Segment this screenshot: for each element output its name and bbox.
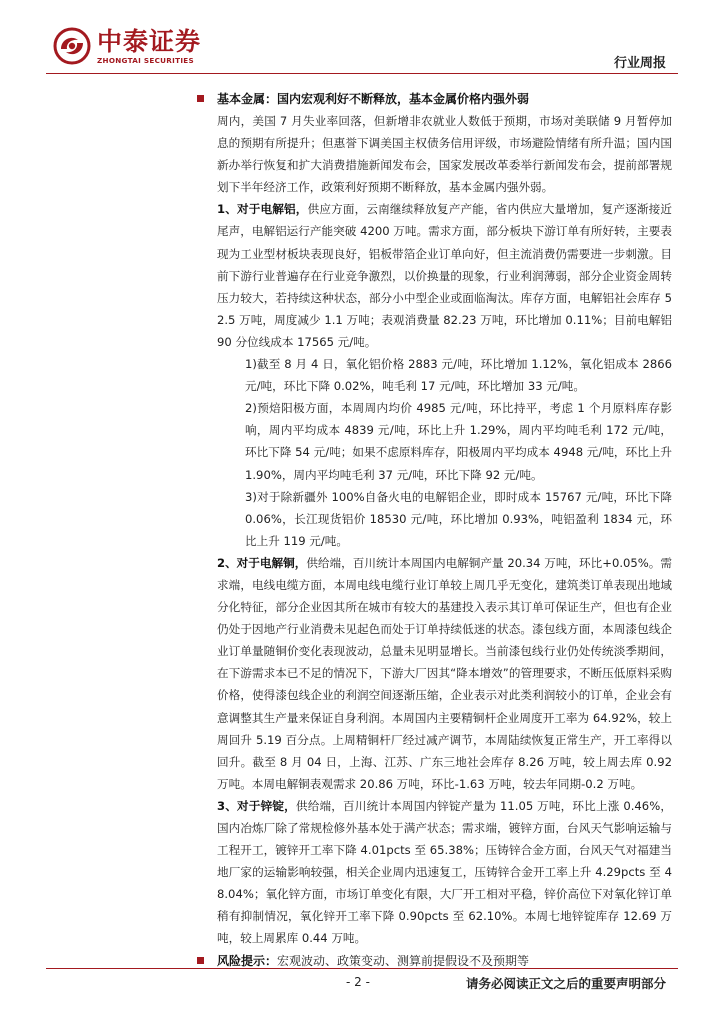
aluminum-label: 1、对于电解铝， <box>217 202 308 217</box>
aluminum-item-alumina: 1)截至 8 月 4 日，氧化铝价格 2883 元/吨，环比增加 1.12%，氧化铝成本 2866 元/吨，环比下降 0.02%，吨毛利 17 元/吨，环比增加 33 元/吨。 <box>245 357 672 394</box>
zinc-label: 3、对于锌锭， <box>217 798 296 813</box>
intro-paragraph: 周内，美国 7 月失业率回落，但新增非农就业人数低于预期，市场对美联储 9 月暂停加息的预期有所提升；但惠誉下调美国主权债务信用评级，市场避险情绪有所升温；国内国新办举行恢复和扩大消费措施新闻发布会，国家发展改革委举行新闻发布会，提前部署规划下半年经济工作，政策利好预期不断释放，基本金属内强外弱。 <box>217 114 672 195</box>
zinc-paragraph <box>217 795 672 950</box>
section-heading <box>217 88 672 110</box>
aluminum-item-power-cost: 3)对于除新疆外 100%自备火电的电解铝企业，即时成本 15767 元/吨，环比下降 0.06%，长江现货铝价 18530 元/吨，环比增加 0.93%，吨铝盈利 1834 元，环比上升 119 元/吨。 <box>245 489 672 548</box>
copper-label: 2、对于电解铜， <box>217 555 307 570</box>
disclaimer-text: 请务必阅读正文之后的重要声明部分 <box>465 976 666 991</box>
risk-label: 风险提示： <box>217 953 278 968</box>
square-bullet-icon <box>197 95 204 102</box>
risk-text: 宏观波动、政策变动、测算前提假设不及预期等 <box>277 953 530 968</box>
logo-english-name: ZHONGTAI SECURITIES <box>97 56 194 65</box>
main-content <box>217 88 672 972</box>
report-type-label: 行业周报 <box>613 56 666 71</box>
section-title: 基本金属：国内宏观利好不断释放，基本金属价格内强外弱 <box>217 92 530 106</box>
aluminum-paragraph <box>217 198 672 353</box>
zinc-text: 供给端，百川统计本周国内锌锭产量为 11.05 万吨，环比上涨 0.46%，国内冶炼厂除了常规检修外基本处于满产状态；需求端，镀锌方面，台风天气影响运输与工程开工，镀锌开工率下降 4.01pcts 至 65.38%；压铸锌合金方面，台风天气对福建当地厂家的运输影响较强，相关企业周内迅速复工，压铸锌合金开工率上升 4.29pcts 至 48.04%；氧化锌方面，市场订单变化有限，大厂开工相对平稳，锌价高位下对氧化锌订单稍有抑制情况，氧化锌开工率下降 0.90pcts 至 62.10%。本周七地锌锭库存 12.69 万吨，较上周累库 0.44 万吨。 <box>217 798 672 946</box>
company-logo <box>53 27 221 67</box>
square-bullet-icon <box>197 957 204 964</box>
aluminum-text: 供应方面，云南继续释放复产产能，省内供应大量增加，复产逐渐接近尾声，电解铝运行产能突破 4200 万吨。需求方面，部分板块下游订单有所好转，主要表现为工业型材板块表现良好，铝板带箔企业订单向好，但主流消费仍需要进一步刺激。目前下游行业普遍存在行业竞争激烈，以价换量的现象，行业利润薄弱，部分企业资金周转压力较大，若持续这种状态，部分小中型企业或面临淘汰。库存方面，电解铝社会库存 52.5 万吨，周度减少 1.1 万吨；表观消费量 82.23 万吨，环比增加 0.11%；目前电解铝 90 分位线成本 17565 元/吨。 <box>217 202 672 349</box>
zhongtai-logo-icon <box>53 27 91 65</box>
copper-text: 供给端，百川统计本周国内电解铜产量 20.34 万吨，环比+0.05%。需求端，电线电缆方面，本周电线电缆行业订单较上周几乎无变化，建筑类订单表现出地域分化特征，部分企业因其所在城市有较大的基建投入表示其订单可保证生产，但也有企业仍处于因地产行业消费未见起色而处于订单持续低迷的状态。漆包线方面，本周漆包线企业订单量随铜价变化表现波动，总量未见明显增长。当前漆包线行业仍处传统淡季期间，在下游需求本已不足的情况下，下游大厂因其“降本增效”的管理要求，不断压低原料采购价格，使得漆包线企业的利润空间逐渐压缩，企业表示对此类利润较小的订单，企业会有意调整其生产量来保证自身利润。本周国内主要精铜杆企业周度开工率为 64.92%，较上周回升 5.19 百分点。上周精铜杆厂经过减产调节，本周陆续恢复正常生产，开工率得以回升。截至 8 月 04 日，上海、江苏、广东三地社会库存 8.26 万吨，较上周去库 0.92 万吨。本周电解铜表观需求 20.86 万吨，环比-1.63 万吨，较去年同期-0.2 万吨。 <box>217 555 672 791</box>
aluminum-item-anode: 2)预焙阳极方面，本周周内均价 4985 元/吨，环比持平，考虑 1 个月原料库存影响，周内平均成本 4839 元/吨，环比上升 1.29%，周内平均吨毛利 172 元/吨，环比下降 54 元/吨；如果不虑原料库存，阳极周内平均成本 4948 元/吨，环比上升 1.90%，周内平均吨毛利 37 元/吨，环比下降 92 元/吨。 <box>245 401 672 482</box>
footer-divider <box>46 968 678 969</box>
page-number: - 2 - <box>346 975 370 989</box>
copper-paragraph <box>217 552 672 795</box>
header-divider <box>46 73 678 74</box>
logo-chinese-name: 中泰证券 <box>97 27 202 56</box>
